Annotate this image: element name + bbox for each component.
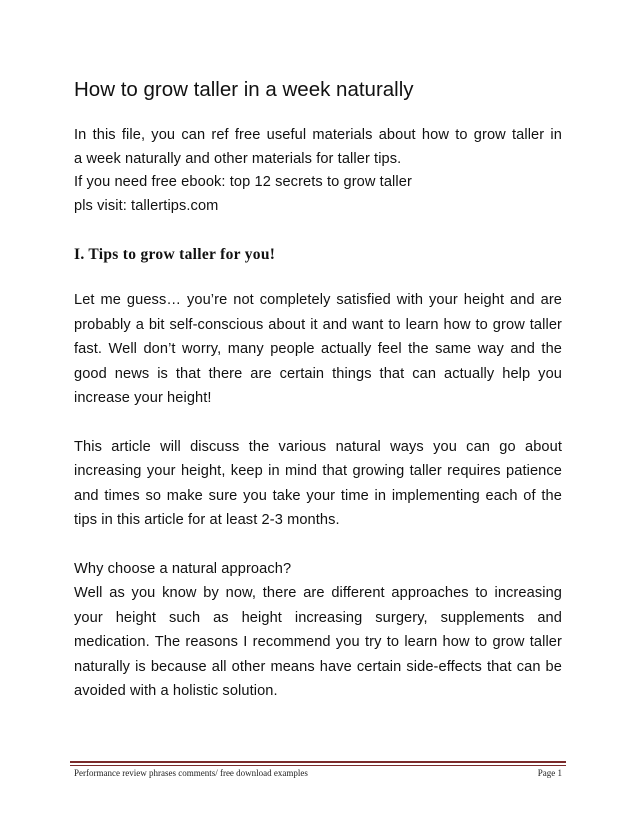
footer-rule-thin (70, 765, 566, 766)
paragraph-3 (74, 557, 562, 704)
document-title: How to grow taller in a week naturally (74, 78, 414, 101)
paragraph-3-body: Well as you know by now, there are different approaches to increasing your height such as height increasing surgery, supplements and medication. The reasons I recommend you try to learn how to grow taller naturally is because all other means have certain side-effects that can be avoided with a holistic solution. (74, 585, 562, 699)
page-footer (74, 767, 562, 779)
page-number: Page 1 (537, 768, 562, 778)
intro-line-4: pls visit: tallertips.com (74, 197, 219, 214)
intro-line-3: If you need free ebook: top 12 secrets to grow taller (74, 174, 412, 190)
document-body (74, 76, 562, 728)
footer-text: Performance review phrases comments/ free download examples (74, 768, 308, 778)
intro-line-1: In this file, you can ref free useful materials about how to grow taller in (74, 127, 562, 143)
paragraph-1: Let me guess… you’re not completely satisfied with your height and are probably a bit self-conscious about it and want to learn how to grow taller fast. Well don’t worry, many people actually feel the same way and the good news is that there are certain things that can actually help you increase your height! (74, 292, 562, 406)
footer-rule (70, 761, 566, 763)
paragraph-3-question: Why choose a natural approach? (74, 560, 292, 577)
paragraph-2: This article will discuss the various natural ways you can go about increasing your height, keep in mind that growing taller requires patience and times so make sure you take your time in implementing each of the tips in this article for at least 2-3 months. (74, 438, 562, 528)
section-heading: I. Tips to grow taller for you! (74, 246, 276, 263)
intro-line-2: a week naturally and other materials for taller tips. (74, 150, 402, 167)
intro-block (74, 124, 562, 218)
